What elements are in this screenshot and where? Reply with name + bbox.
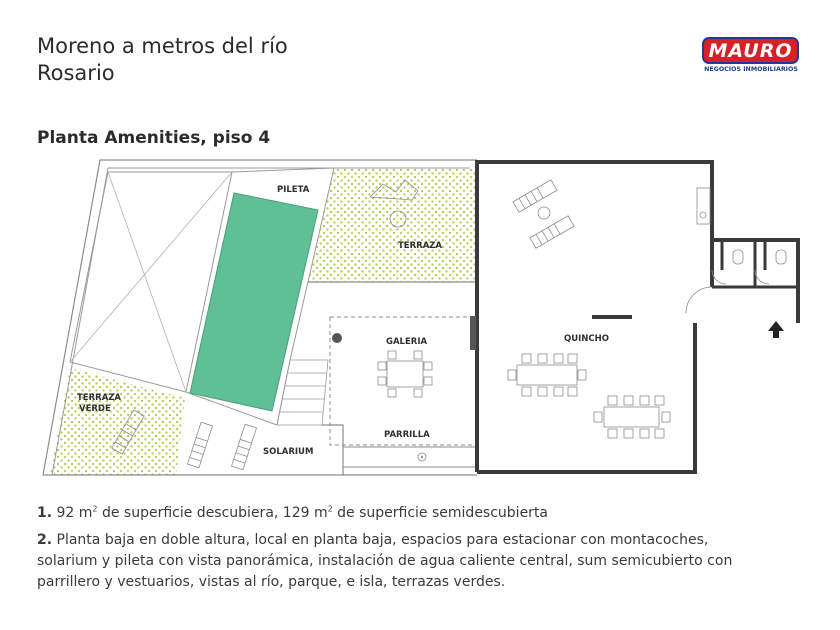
- note-1-number: 1.: [37, 505, 53, 521]
- note-1-sup-2: 2: [327, 504, 333, 514]
- label-terraza-verde-1: TERRAZA: [77, 393, 122, 403]
- label-terraza: TERRAZA: [398, 241, 443, 251]
- label-terraza-verde-2: VERDE: [79, 404, 111, 414]
- label-solarium: SOLARIUM: [263, 447, 314, 457]
- note-2-text: Planta baja en doble altura, local en planta baja, espacios para estacionar con montacoches, solarium y pileta con vista panorámica, instalación de agua caliente central, sum semicubierto con parrillero y vestuarios, vistas al río, parque, e isla, terrazas verdes.: [37, 532, 733, 590]
- title-line-1: Moreno a metros del río: [37, 34, 288, 58]
- note-1-sup-1: 2: [92, 504, 98, 514]
- parrilla-counter: [343, 447, 477, 467]
- label-quincho: QUINCHO: [564, 334, 609, 344]
- terraza-verde-grass-area: [50, 368, 185, 475]
- quincho-bar: [592, 315, 632, 319]
- logo-wordmark: MAURO: [708, 40, 793, 62]
- notes: [37, 503, 757, 599]
- pool: [190, 193, 318, 411]
- note-1-part-c: de superficie semidescubierta: [332, 505, 549, 521]
- dining-tables: [378, 351, 670, 438]
- plan-subtitle: Planta Amenities, piso 4: [37, 128, 271, 148]
- label-parrilla: PARRILLA: [384, 430, 430, 440]
- note-2: [37, 530, 757, 593]
- label-galeria: GALERIA: [386, 337, 428, 347]
- note-2-number: 2.: [37, 532, 53, 548]
- stairs: [277, 360, 328, 425]
- note-1-part-b: de superficie descubiera, 129 m: [97, 505, 328, 521]
- column: [332, 333, 342, 343]
- label-pileta: PILETA: [277, 185, 310, 195]
- logo-tagline: NEGOCIOS INMOBILIARIOS: [704, 66, 798, 73]
- title-line-2: Rosario: [37, 61, 115, 85]
- note-1-part-a: 92 m: [52, 505, 93, 521]
- bathrooms: [712, 240, 798, 287]
- note-1: [37, 503, 757, 524]
- entrance-arrow-icon: [768, 321, 784, 338]
